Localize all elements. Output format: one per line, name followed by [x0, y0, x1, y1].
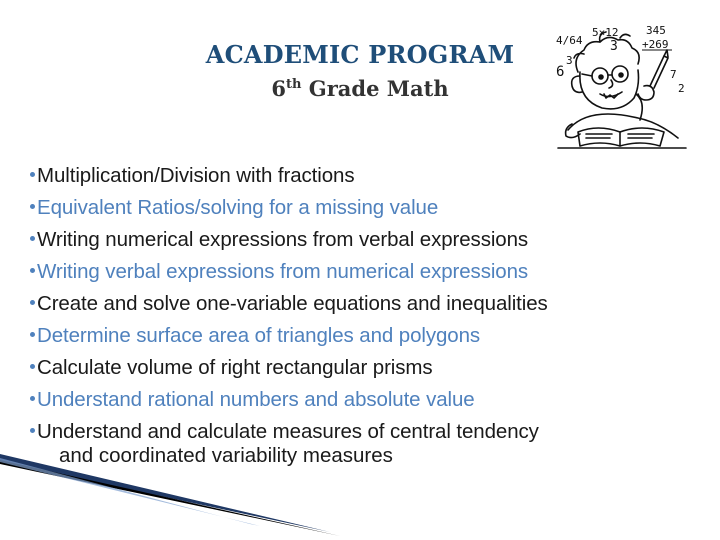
list-item-text: Determine surface area of triangles and polygons	[37, 324, 481, 347]
list-item	[30, 160, 720, 192]
grade-number: 6	[271, 76, 287, 101]
bullet-dot-icon	[30, 204, 35, 209]
list-item-text: Writing verbal expressions from numerical expressions	[37, 260, 529, 283]
list-item	[30, 320, 720, 352]
cartoon-number-7: 7	[670, 68, 677, 81]
list-item-text: Understand rational numbers and absolute value	[37, 388, 475, 411]
subtitle-text: Grade Math	[301, 76, 449, 101]
list-item-text: Calculate volume of right rectangular prisms	[37, 356, 433, 379]
list-item-continuation: and coordinated variability measures	[59, 444, 393, 467]
bullet-dot-icon	[30, 300, 35, 305]
title-block	[170, 40, 550, 104]
list-item	[30, 256, 720, 288]
page-title: ACADEMIC PROGRAM	[205, 40, 515, 69]
list-item	[30, 352, 720, 384]
list-item-text: Multiplication/Division with fractions	[37, 164, 355, 187]
list-item	[30, 192, 720, 224]
list-item	[30, 224, 720, 256]
topic-list	[30, 160, 720, 469]
list-item-text: Writing numerical expressions from verbal expressions	[37, 228, 529, 251]
bullet-dot-icon	[30, 268, 35, 273]
bullet-dot-icon	[30, 332, 35, 337]
list-item-text: Create and solve one-variable equations and inequalities	[37, 292, 548, 315]
cartoon-fraction: 4/64	[556, 34, 583, 47]
cartoon-multiplication: 5×12	[592, 26, 619, 39]
cartoon-number-345: 345	[646, 24, 666, 37]
decorative-swoosh	[0, 440, 720, 540]
list-item-text: Understand and calculate measures of central tendency	[37, 420, 539, 443]
list-item-text: Equivalent Ratios/solving for a missing value	[37, 196, 439, 219]
bullet-dot-icon	[30, 364, 35, 369]
grade-ordinal-suffix: th	[286, 77, 302, 92]
cartoon-number-3a: 3	[566, 54, 573, 67]
list-item	[30, 288, 720, 320]
cartoon-number-6: 6	[556, 64, 565, 80]
page-subtitle	[170, 74, 550, 104]
cartoon-number-269: +269	[642, 38, 669, 51]
student-math-cartoon-icon	[548, 20, 696, 160]
list-item	[30, 384, 720, 416]
bullet-dot-icon	[30, 396, 35, 401]
cartoon-number-2: 2	[678, 82, 685, 95]
cartoon-number-3b: 3	[610, 39, 618, 54]
bullet-dot-icon	[30, 172, 35, 177]
bullet-dot-icon	[30, 236, 35, 241]
bullet-dot-icon	[30, 428, 35, 433]
